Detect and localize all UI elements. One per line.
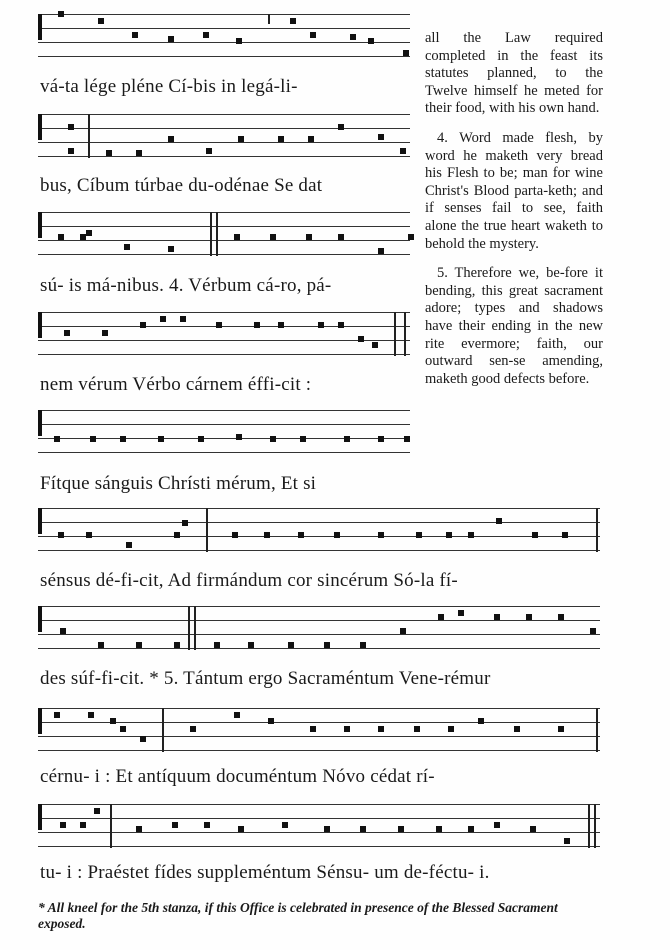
neume-note [238, 136, 244, 142]
neume-note [416, 532, 422, 538]
staff-line [38, 354, 410, 355]
neume-note [404, 436, 410, 442]
neume-note [496, 518, 502, 524]
staff-line [38, 254, 410, 255]
bar-line [110, 804, 112, 848]
music-staff-2 [38, 114, 410, 158]
neume-note [334, 532, 340, 538]
neume-note [140, 322, 146, 328]
staff-line [38, 846, 600, 847]
neume-note [238, 826, 244, 832]
lyric-line-3: sú- is má-nibus. 4. Vérbum cá-ro, pá- [40, 275, 332, 296]
neume-note [350, 34, 356, 40]
neume-note [64, 330, 70, 336]
neume-note [60, 628, 66, 634]
clef-icon [38, 212, 42, 238]
neume-note [324, 826, 330, 832]
neume-note [530, 826, 536, 832]
neume-note [360, 642, 366, 648]
neume-note [172, 822, 178, 828]
staff-line [38, 620, 600, 621]
staff-line [38, 634, 600, 635]
bar-line [162, 708, 164, 752]
neume-note [338, 234, 344, 240]
neume-note [436, 826, 442, 832]
staff-line [38, 550, 600, 551]
lyric-line-1: vá-ta lége pléne Cí-bis in legá-li- [40, 76, 298, 97]
clef-icon [38, 508, 42, 534]
neume-note [408, 234, 414, 240]
neume-note [58, 532, 64, 538]
staff-line [38, 736, 600, 737]
neume-note [58, 234, 64, 240]
neume-note [300, 436, 306, 442]
staff-line [38, 142, 410, 143]
neume-note [234, 712, 240, 718]
neume-note [124, 244, 130, 250]
staff-line [38, 128, 410, 129]
neume-note [102, 330, 108, 336]
neume-note [368, 38, 374, 44]
staff-line [38, 750, 600, 751]
verse-paragraph-5: 5. Therefore we, be-fore it bending, this great sacrament adore; types and shadows have their ending in the new rite evermore; faith, our outward sen-se amending, maketh good defects before. [425, 265, 603, 387]
lyric-line-2: bus, Cíbum túrbae du-odénae Se dat [40, 175, 323, 196]
neume-note [558, 614, 564, 620]
neume-note [526, 614, 532, 620]
bar-line [394, 312, 396, 356]
music-staff-6 [38, 508, 600, 552]
bar-line [596, 708, 598, 752]
neume-note [126, 542, 132, 548]
neume-note [206, 148, 212, 154]
neume-note [468, 532, 474, 538]
staff-line [38, 312, 410, 313]
music-staff-3 [38, 212, 410, 256]
neume-note [270, 234, 276, 240]
neume-note [378, 726, 384, 732]
neume-note [378, 248, 384, 254]
neume-note [400, 628, 406, 634]
neume-note [298, 532, 304, 538]
staff-line [38, 42, 410, 43]
neume-note [324, 642, 330, 648]
staff-line [38, 722, 600, 723]
neume-note [306, 234, 312, 240]
neume-note [98, 18, 104, 24]
neume-note [136, 642, 142, 648]
staff-line [38, 56, 410, 57]
neume-note [204, 822, 210, 828]
neume-note [400, 148, 406, 154]
staff-line [38, 508, 600, 509]
neume-note [58, 11, 64, 17]
lyric-line-9: tu- i : Praéstet fídes suppleméntum Sénsu- um de-féctu- i. [40, 862, 490, 883]
clef-icon [38, 708, 42, 734]
footnote: * All kneel for the 5th stanza, if this Office is celebrated in presence of the Blessed Sacrament exposed. [38, 900, 558, 931]
neume-note [182, 520, 188, 526]
clef-icon [38, 14, 42, 40]
music-staff-4 [38, 312, 410, 356]
bar-line [206, 508, 208, 552]
neume-note [468, 826, 474, 832]
staff-line [38, 522, 600, 523]
staff-line [38, 606, 600, 607]
lyric-line-6: sénsus dé-fi-cit, Ad firmándum cor sincérum Só-la fí- [40, 570, 458, 591]
verse-paragraph-4: 4. Word made flesh, by word he maketh very bread his Flesh to be; man for wine Christ's Blood parta-keth; and if senses fail to see, faith alone the true heart waketh to behold the mystery. [425, 129, 603, 252]
neume-note [168, 246, 174, 252]
clef-icon [38, 606, 42, 632]
neume-note [136, 150, 142, 156]
neume-note [318, 322, 324, 328]
clef-icon [38, 410, 42, 436]
neume-note [448, 726, 454, 732]
clef-icon [38, 114, 42, 140]
neume-note [160, 316, 166, 322]
neume-note [344, 726, 350, 732]
neume-note [360, 826, 366, 832]
music-staff-5 [38, 410, 410, 454]
staff-line [38, 648, 600, 649]
neume-note [514, 726, 520, 732]
staff-line [38, 340, 410, 341]
neume-note [106, 150, 112, 156]
neume-note [168, 36, 174, 42]
neume-note [478, 718, 484, 724]
bar-line [88, 114, 90, 158]
lyric-line-7: des súf-fi-cit. * 5. Tántum ergo Sacraméntum Vene-rémur [40, 668, 491, 689]
neume-note [132, 32, 138, 38]
neume-note [268, 718, 274, 724]
neume-note [80, 822, 86, 828]
bar-line [588, 804, 590, 848]
staff-line [38, 240, 410, 241]
music-staff-7 [38, 606, 600, 650]
staff-line [38, 226, 410, 227]
neume-note [446, 532, 452, 538]
staff-line [38, 832, 600, 833]
bar-line [210, 212, 212, 256]
neume-note [562, 532, 568, 538]
neume-note [288, 642, 294, 648]
neume-note [54, 436, 60, 442]
neume-note [120, 726, 126, 732]
neume-note [264, 532, 270, 538]
neume-note [174, 642, 180, 648]
bar-line [594, 804, 596, 848]
neume-note [68, 148, 74, 154]
neume-note [94, 808, 100, 814]
neume-note [532, 532, 538, 538]
neume-note [378, 134, 384, 140]
neume-note [110, 718, 116, 724]
neume-note [140, 736, 146, 742]
staff-line [38, 452, 410, 453]
neume-note [558, 726, 564, 732]
neume-note [254, 322, 260, 328]
staff-line [38, 156, 410, 157]
neume-note [198, 436, 204, 442]
neume-note [54, 712, 60, 718]
neume-note [98, 642, 104, 648]
staff-line [38, 424, 410, 425]
neume-note [168, 136, 174, 142]
neume-note [88, 712, 94, 718]
neume-note [60, 822, 66, 828]
neume-note [310, 726, 316, 732]
staff-line [38, 114, 410, 115]
neume-note [86, 230, 92, 236]
bar-line [596, 508, 598, 552]
staff-line [38, 326, 410, 327]
bar-line [404, 312, 406, 356]
neume-note [414, 726, 420, 732]
neume-note [216, 322, 222, 328]
neume-note [310, 32, 316, 38]
neume-note [270, 436, 276, 442]
lyric-line-5: Fítque sánguis Chrísti mérum, Et si [40, 473, 317, 494]
bar-line [188, 606, 190, 650]
bar-line [268, 14, 270, 24]
music-staff-9 [38, 804, 600, 848]
neume-note [203, 32, 209, 38]
neume-note [372, 342, 378, 348]
neume-note [232, 532, 238, 538]
clef-icon [38, 312, 42, 338]
neume-note [338, 124, 344, 130]
neume-note [458, 610, 464, 616]
neume-note [248, 642, 254, 648]
neume-note [190, 726, 196, 732]
neume-note [282, 822, 288, 828]
neume-note [278, 136, 284, 142]
staff-line [38, 28, 410, 29]
staff-line [38, 708, 600, 709]
neume-note [338, 322, 344, 328]
neume-note [158, 436, 164, 442]
neume-note [590, 628, 596, 634]
neume-note [358, 336, 364, 342]
neume-note [438, 614, 444, 620]
staff-line [38, 212, 410, 213]
verse-translation [425, 30, 603, 388]
staff-line [38, 818, 600, 819]
neume-note [236, 38, 242, 44]
verse-paragraph-3-end: all the Law required completed in the feast its statutes planned, to the Twelve himself he meted for their food, with his own hand. [425, 30, 603, 117]
neume-note [234, 234, 240, 240]
neume-note [494, 822, 500, 828]
neume-note [236, 434, 242, 440]
neume-note [290, 18, 296, 24]
neume-note [398, 826, 404, 832]
neume-note [308, 136, 314, 142]
bar-line [194, 606, 196, 650]
neume-note [120, 436, 126, 442]
neume-note [403, 50, 409, 56]
neume-note [86, 532, 92, 538]
neume-note [378, 436, 384, 442]
bar-line [216, 212, 218, 256]
neume-note [494, 614, 500, 620]
lyric-line-8: cérnu- i : Et antíquum documéntum Nóvo cédat rí- [40, 766, 435, 787]
lyric-line-4: nem vérum Vérbo cárnem éffi-cit : [40, 374, 312, 395]
staff-line [38, 804, 600, 805]
neume-note [378, 532, 384, 538]
staff-line [38, 410, 410, 411]
neume-note [214, 642, 220, 648]
neume-note [136, 826, 142, 832]
neume-note [278, 322, 284, 328]
neume-note [564, 838, 570, 844]
neume-note [68, 124, 74, 130]
music-staff-8 [38, 708, 600, 752]
neume-note [180, 316, 186, 322]
staff-line [38, 536, 600, 537]
clef-icon [38, 804, 42, 830]
neume-note [344, 436, 350, 442]
neume-note [90, 436, 96, 442]
music-staff-1 [38, 14, 410, 58]
neume-note [174, 532, 180, 538]
staff-line [38, 14, 410, 15]
